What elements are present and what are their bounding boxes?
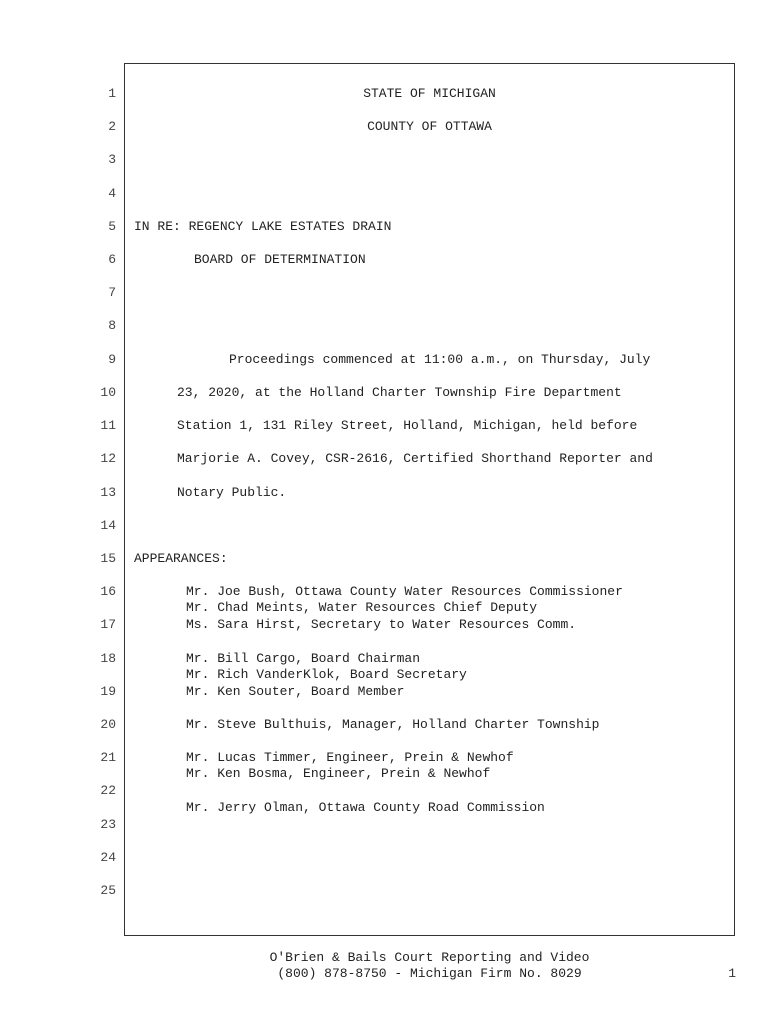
appearance-entry: Mr. Chad Meints, Water Resources Chief Deputy [186,600,538,615]
appearance-entry: Mr. Ken Bosma, Engineer, Prein & Newhof [186,766,491,781]
line-number-18: 18 [100,651,116,666]
page-number: 1 [728,966,736,981]
line-number-14: 14 [100,518,116,533]
appearance-entry: Mr. Bill Cargo, Board Chairman [186,651,421,666]
line-number-7: 7 [108,285,116,300]
line-number-3: 3 [108,152,116,167]
footer-contact: (800) 878-8750 - Michigan Firm No. 8029 [277,966,582,981]
appearances-label: APPEARANCES: [134,551,228,566]
board-caption: BOARD OF DETERMINATION [194,252,366,267]
line-number-11: 11 [100,418,116,433]
appearance-entry: Mr. Lucas Timmer, Engineer, Prein & Newhof [186,750,514,765]
line-number-1: 1 [108,86,116,101]
proceedings-line: Notary Public. [177,485,287,500]
appearance-entry: Mr. Rich VanderKlok, Board Secretary [186,667,467,682]
appearance-entry: Ms. Sara Hirst, Secretary to Water Resources Comm. [186,617,577,632]
line-number-12: 12 [100,451,116,466]
county-heading: COUNTY OF OTTAWA [367,119,492,134]
line-number-15: 15 [100,551,116,566]
proceedings-line: Station 1, 131 Riley Street, Holland, Michigan, held before [177,418,638,433]
line-number-25: 25 [100,883,116,898]
line-number-2: 2 [108,119,116,134]
line-number-10: 10 [100,385,116,400]
line-number-16: 16 [100,584,116,599]
line-number-21: 21 [100,750,116,765]
line-number-19: 19 [100,684,116,699]
in-re-caption: IN RE: REGENCY LAKE ESTATES DRAIN [134,219,392,234]
proceedings-line: Proceedings commenced at 11:00 a.m., on Thursday, July [229,352,651,367]
line-number-4: 4 [108,186,116,201]
appearance-entry: Mr. Steve Bulthuis, Manager, Holland Charter Township [186,717,600,732]
appearance-entry: Mr. Joe Bush, Ottawa County Water Resources Commissioner [186,584,623,599]
line-number-23: 23 [100,817,116,832]
line-number-6: 6 [108,252,116,267]
line-number-17: 17 [100,617,116,632]
footer-firm: O'Brien & Bails Court Reporting and Video [269,950,590,965]
state-heading: STATE OF MICHIGAN [363,86,496,101]
proceedings-line: 23, 2020, at the Holland Charter Township Fire Department [177,385,622,400]
appearance-entry: Mr. Jerry Olman, Ottawa County Road Commission [186,800,545,815]
line-number-24: 24 [100,850,116,865]
line-number-22: 22 [100,783,116,798]
line-number-9: 9 [108,352,116,367]
appearance-entry: Mr. Ken Souter, Board Member [186,684,405,699]
line-number-13: 13 [100,485,116,500]
proceedings-line: Marjorie A. Covey, CSR-2616, Certified Shorthand Reporter and [177,451,653,466]
line-number-5: 5 [108,219,116,234]
line-number-20: 20 [100,717,116,732]
line-number-8: 8 [108,318,116,333]
